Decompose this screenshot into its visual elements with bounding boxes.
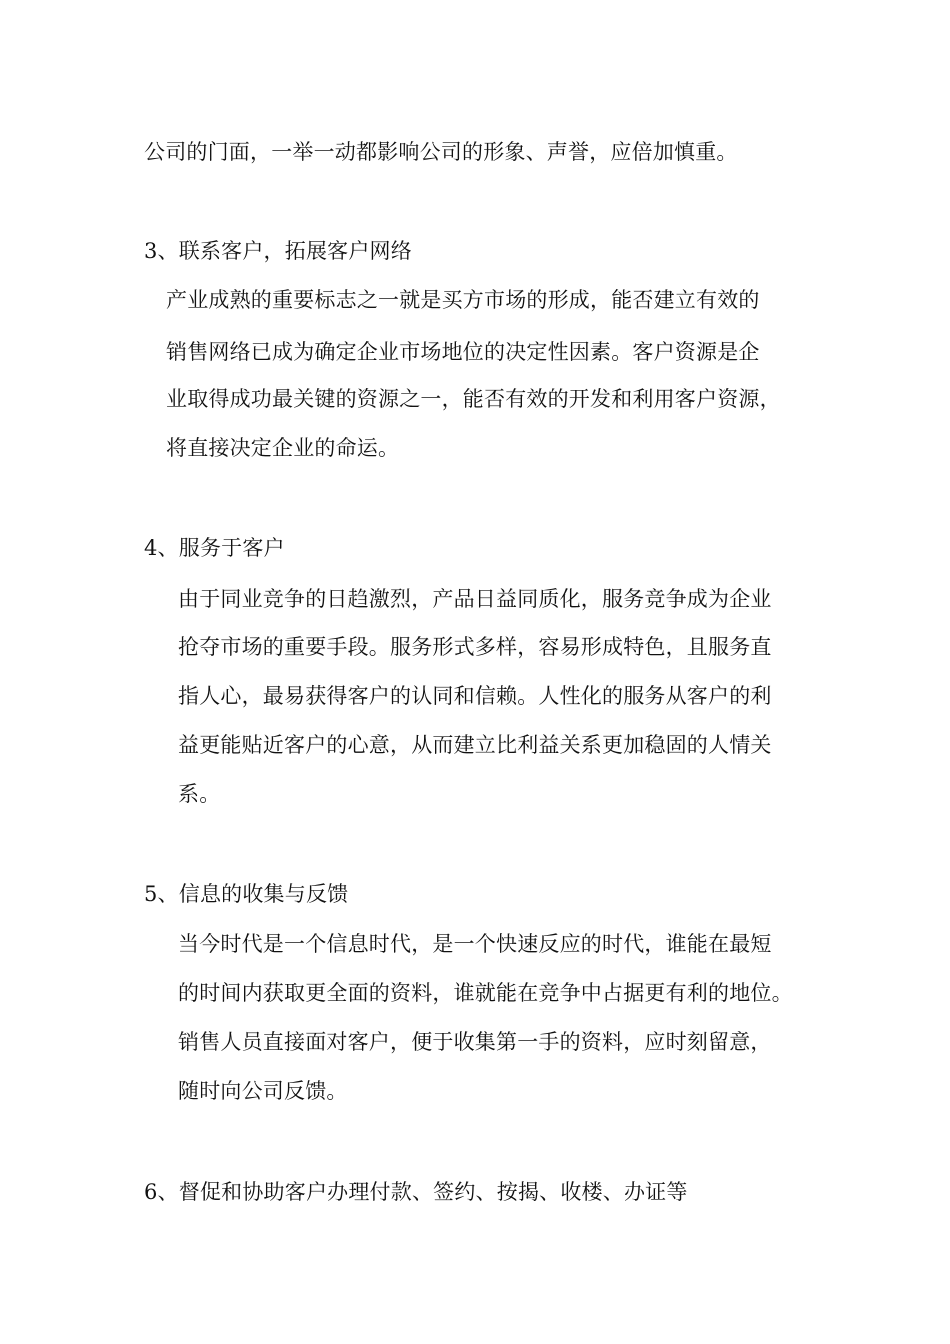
section-3-line: 将直接决定企业的命运。 — [166, 436, 400, 460]
section-5-line: 随时向公司反馈。 — [178, 1079, 348, 1103]
section-4-line: 指人心，最易获得客户的认同和信赖。人性化的服务从客户的利 — [178, 684, 772, 708]
section-3-line: 销售网络已成为确定企业市场地位的决定性因素。客户资源是企 — [166, 340, 760, 364]
section-5-heading: 5、信息的收集与反馈 — [144, 882, 349, 906]
section-4-line: 抢夺市场的重要手段。服务形式多样，容易形成特色，且服务直 — [178, 635, 772, 659]
section-4-line: 益更能贴近客户的心意，从而建立比利益关系更加稳固的人情关 — [178, 733, 772, 757]
section-4-line: 由于同业竞争的日趋激烈，产品日益同质化，服务竞争成为企业 — [178, 587, 772, 611]
section-5-line: 当今时代是一个信息时代，是一个快速反应的时代，谁能在最短 — [178, 932, 772, 956]
section-5-line: 销售人员直接面对客户，便于收集第一手的资料，应时刻留意， — [178, 1030, 772, 1054]
section-4-heading: 4、服务于客户 — [144, 536, 285, 560]
section-4-line: 系。 — [178, 782, 221, 806]
section-6-heading: 6、督促和协助客户办理付款、签约、按揭、收楼、办证等 — [144, 1180, 688, 1204]
section-3-line: 产业成熟的重要标志之一就是买方市场的形成，能否建立有效的 — [166, 288, 760, 312]
intro-line: 公司的门面，一举一动都影响公司的形象、声誉，应倍加慎重。 — [144, 140, 738, 164]
section-5-line: 的时间内获取更全面的资料，谁就能在竞争中占据更有利的地位。 — [178, 981, 793, 1005]
section-3-line: 业取得成功最关键的资源之一，能否有效的开发和利用客户资源， — [166, 387, 781, 411]
section-3-heading: 3、联系客户，拓展客户网络 — [144, 239, 412, 263]
